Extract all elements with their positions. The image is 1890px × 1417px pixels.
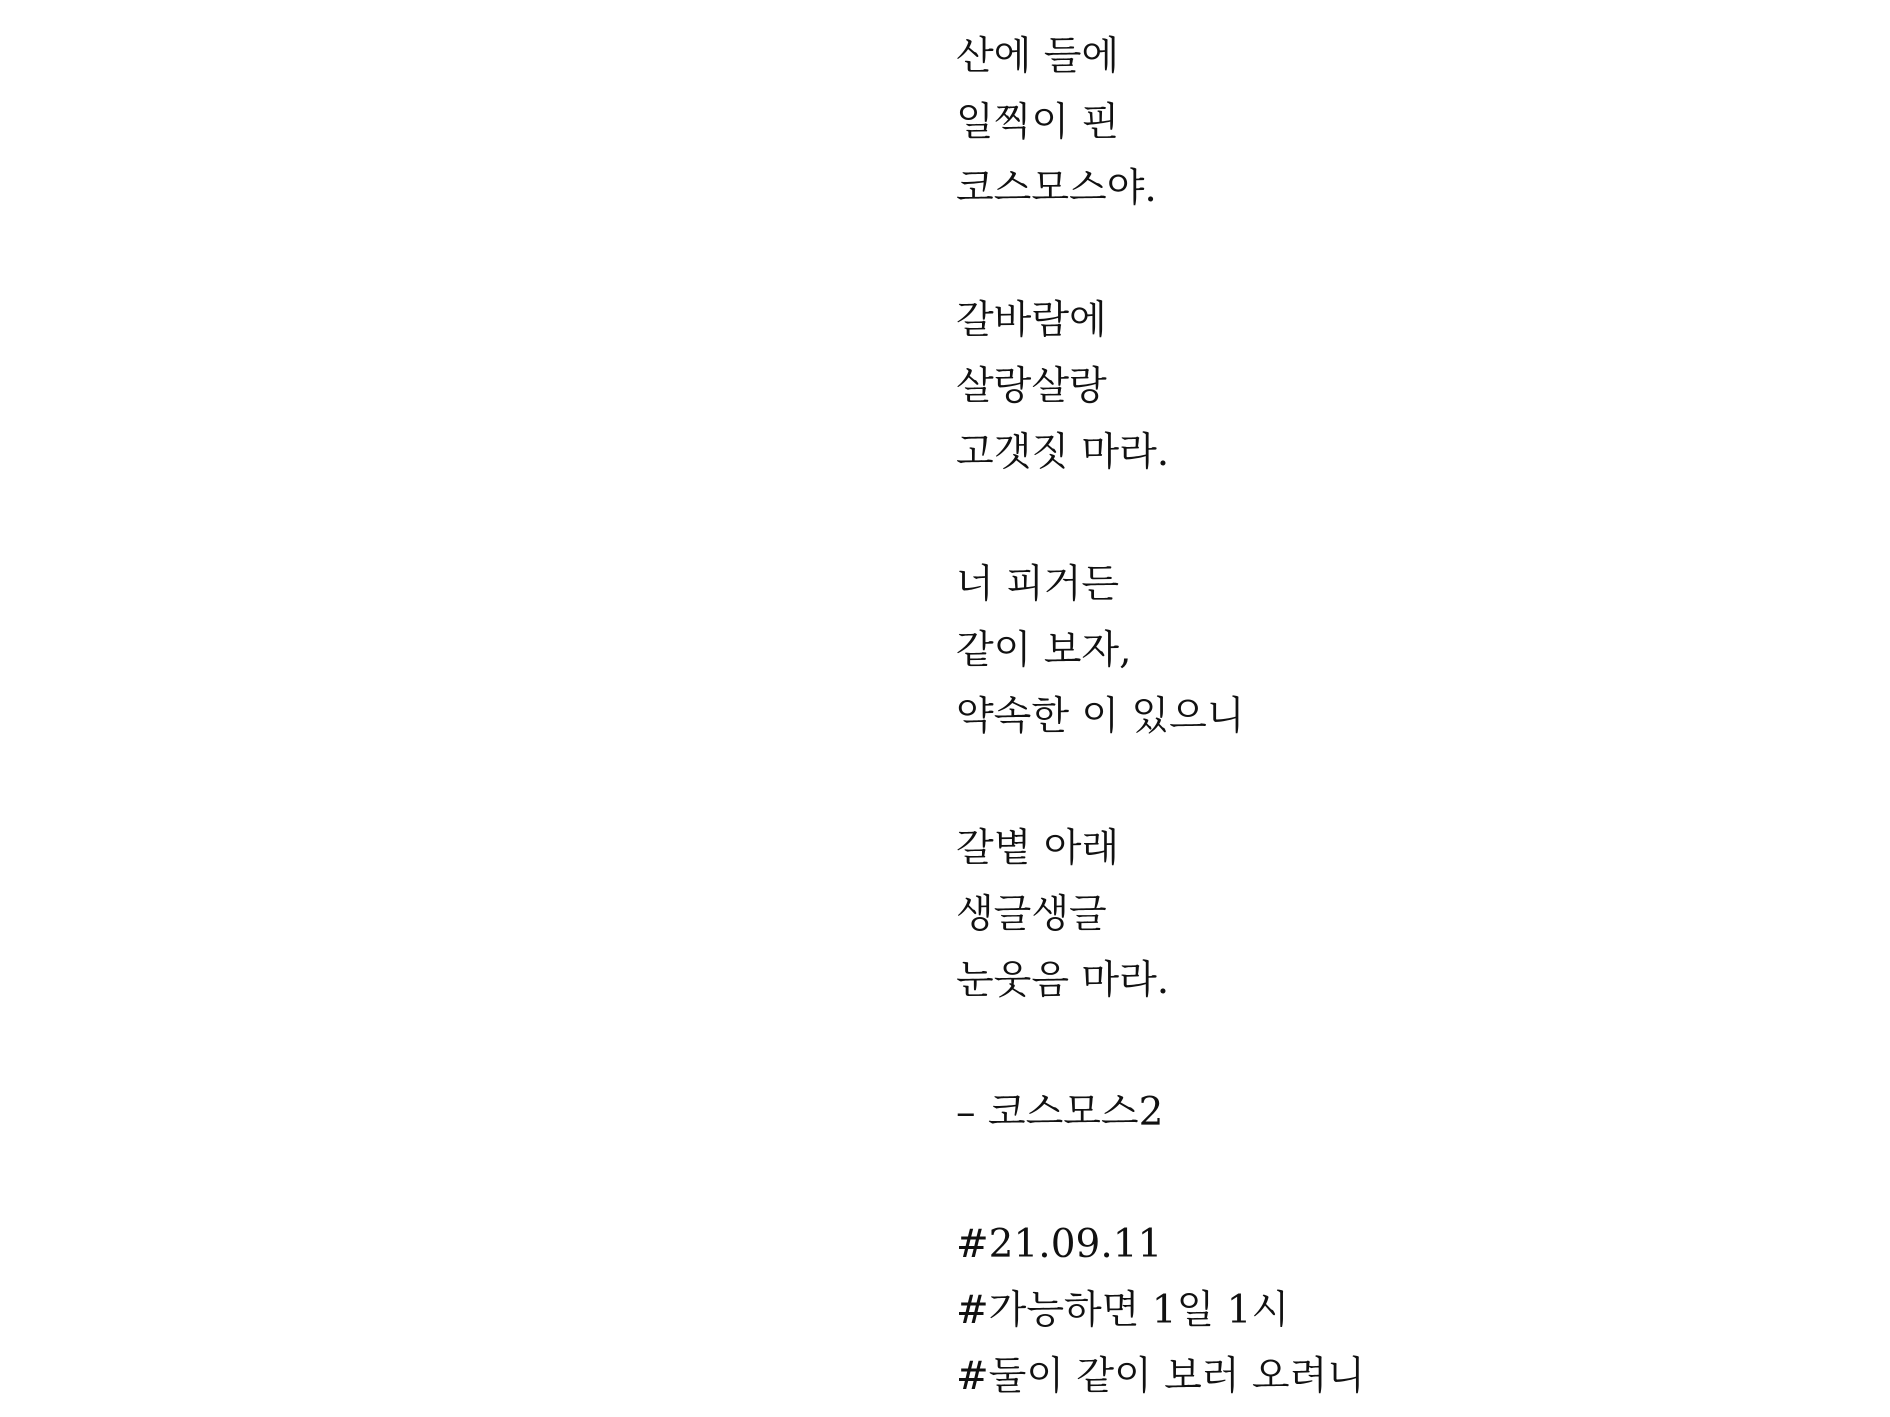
hashtag[interactable]: #21.09.11 — [956, 1222, 1163, 1267]
poem-line: 생글생글 — [956, 892, 1107, 937]
stanza-2 — [956, 288, 1365, 486]
poem-line: 갈바람에 — [956, 298, 1107, 343]
poem-line: 눈웃음 마라. — [956, 958, 1170, 1003]
poem-signature — [956, 1080, 1365, 1146]
stanza-3 — [956, 552, 1365, 750]
hashtag[interactable]: #가능하면 1일 1시 — [956, 1288, 1290, 1333]
hashtag[interactable]: #둘이 같이 보러 오려니 — [956, 1354, 1365, 1399]
poem-line: 약속한 이 있으니 — [956, 694, 1245, 739]
hashtag-list — [956, 1212, 1365, 1410]
poem-line: 코스모스야. — [956, 166, 1157, 211]
poem-line: 살랑살랑 — [956, 364, 1107, 409]
stanza-4 — [956, 816, 1365, 1014]
poem-line: 일찍이 핀 — [956, 100, 1120, 145]
poem-line: 너 피거든 — [956, 562, 1120, 607]
signature-text: – 코스모스2 — [956, 1090, 1164, 1135]
stanza-1 — [956, 24, 1365, 222]
poem-line: 산에 들에 — [956, 34, 1120, 79]
poem-line: 같이 보자, — [956, 628, 1132, 673]
poem-line: 갈볕 아래 — [956, 826, 1120, 871]
poem-line: 고갯짓 마라. — [956, 430, 1170, 475]
poem-body — [956, 24, 1365, 1410]
